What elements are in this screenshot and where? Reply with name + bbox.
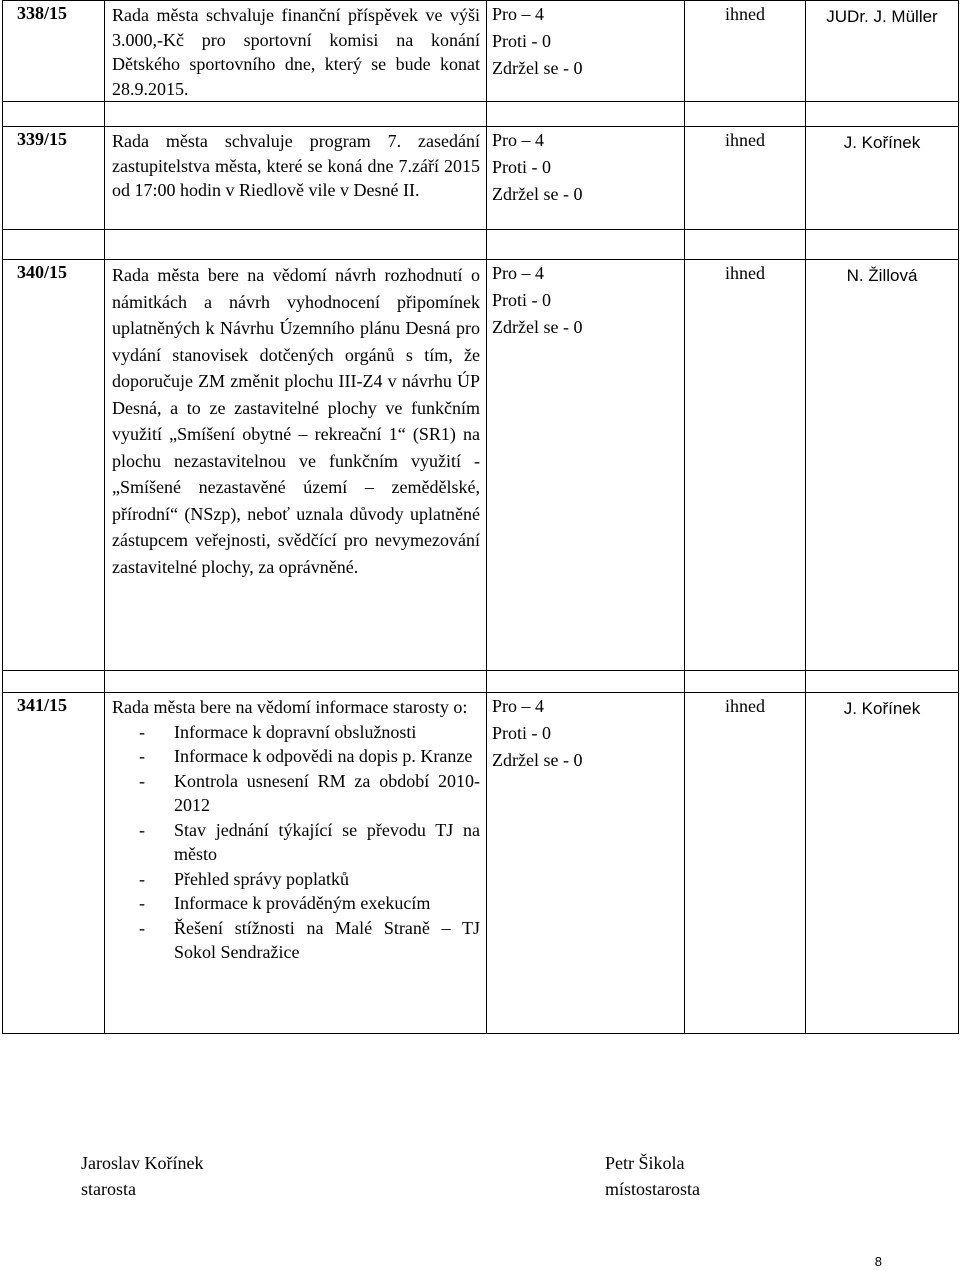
signature-block-mayor	[81, 1150, 203, 1202]
vote-abstain: Zdržel se - 0	[492, 58, 583, 78]
vote-against: Proti - 0	[492, 157, 552, 177]
responsible-person: N. Žillová	[846, 266, 918, 285]
list-item: - Informace k odpovědi na dopis p. Kranze	[112, 744, 480, 769]
resolution-number: 339/15	[3, 127, 105, 230]
vote-abstain: Zdržel se - 0	[492, 184, 583, 204]
page-number: 8	[874, 1254, 882, 1269]
responsible-person: JUDr. J. Müller	[826, 7, 938, 26]
vote-against: Proti - 0	[492, 290, 552, 310]
list-item: - Přehled správy poplatků	[112, 867, 480, 892]
resolution-row	[3, 127, 959, 230]
responsible-person: J. Kořínek	[843, 133, 921, 152]
resolution-number: 338/15	[3, 1, 105, 102]
list-item: - Informace k prováděným exekucím	[112, 891, 480, 916]
vote-for: Pro – 4	[492, 696, 545, 716]
resolution-row	[3, 260, 959, 671]
signature-name: Petr Šikola	[605, 1153, 685, 1173]
list-item: - Kontrola usnesení RM za období 2010-2012	[112, 769, 480, 818]
resolution-row	[3, 693, 959, 1034]
deadline: ihned	[725, 130, 765, 150]
vote-abstain: Zdržel se - 0	[492, 317, 583, 337]
vote-for: Pro – 4	[492, 130, 545, 150]
signature-name: Jaroslav Kořínek	[81, 1153, 204, 1173]
vote-abstain: Zdržel se - 0	[492, 750, 583, 770]
vote-against: Proti - 0	[492, 723, 552, 743]
vote-for: Pro – 4	[492, 263, 545, 283]
resolution-text: Rada města bere na vědomí návrh rozhodnutí o námitkách a návrh vyhodnocení připomínek uplatněných k Návrhu Územního plánu Desná pro vydání stanovisek dotčených orgánů s tím, že doporučuje ZM změnit plochu III-Z4 v návrhu ÚP Desná, a to ze zastavitelné plochy ve funkčním využití „Smíšení obytné – rekreační 1“ (SR1) na plochu nezastavitelnou ve funkčním využití - „Smíšené nezastavěné území – zemědělské, přírodní“ (NSzp), neboť uznala důvody uplatněné zástupcem veřejnosti, svědčící pro nevymezování zastavitelné plochy, za oprávněné.	[112, 265, 480, 577]
list-item: - Řešení stížnosti na Malé Straně – TJ Sokol Sendražice	[112, 916, 480, 965]
list-item: - Stav jednání týkající se převodu TJ na město	[112, 818, 480, 867]
resolution-number: 340/15	[3, 260, 105, 671]
resolution-number: 341/15	[3, 693, 105, 1034]
resolution-text: Rada města schvaluje finanční příspěvek ve výši 3.000,-Kč pro sportovní komisi na konání Dětského sportovního dne, který se bude konat 28.9.2015.	[112, 5, 480, 99]
deadline: ihned	[725, 4, 765, 24]
signature-role: starosta	[81, 1179, 136, 1199]
resolution-text: Rada města bere na vědomí informace starosty o:	[112, 697, 468, 717]
vote-for: Pro – 4	[492, 4, 545, 24]
responsible-person: J. Kořínek	[843, 699, 921, 718]
deadline: ihned	[725, 263, 765, 283]
resolution-text: Rada města schvaluje program 7. zasedání zastupitelstva města, které se koná dne 7.září 2015 od 17:00 hodin v Riedlově vile v Desné II.	[112, 131, 480, 200]
vote-against: Proti - 0	[492, 31, 552, 51]
info-list	[112, 720, 480, 965]
resolution-row	[3, 1, 959, 102]
resolutions-table	[2, 0, 959, 1034]
deadline: ihned	[725, 696, 765, 716]
signature-role: místostarosta	[605, 1179, 700, 1199]
list-item: - Informace k dopravní obslužnosti	[112, 720, 480, 745]
signature-block-deputy	[605, 1150, 700, 1202]
